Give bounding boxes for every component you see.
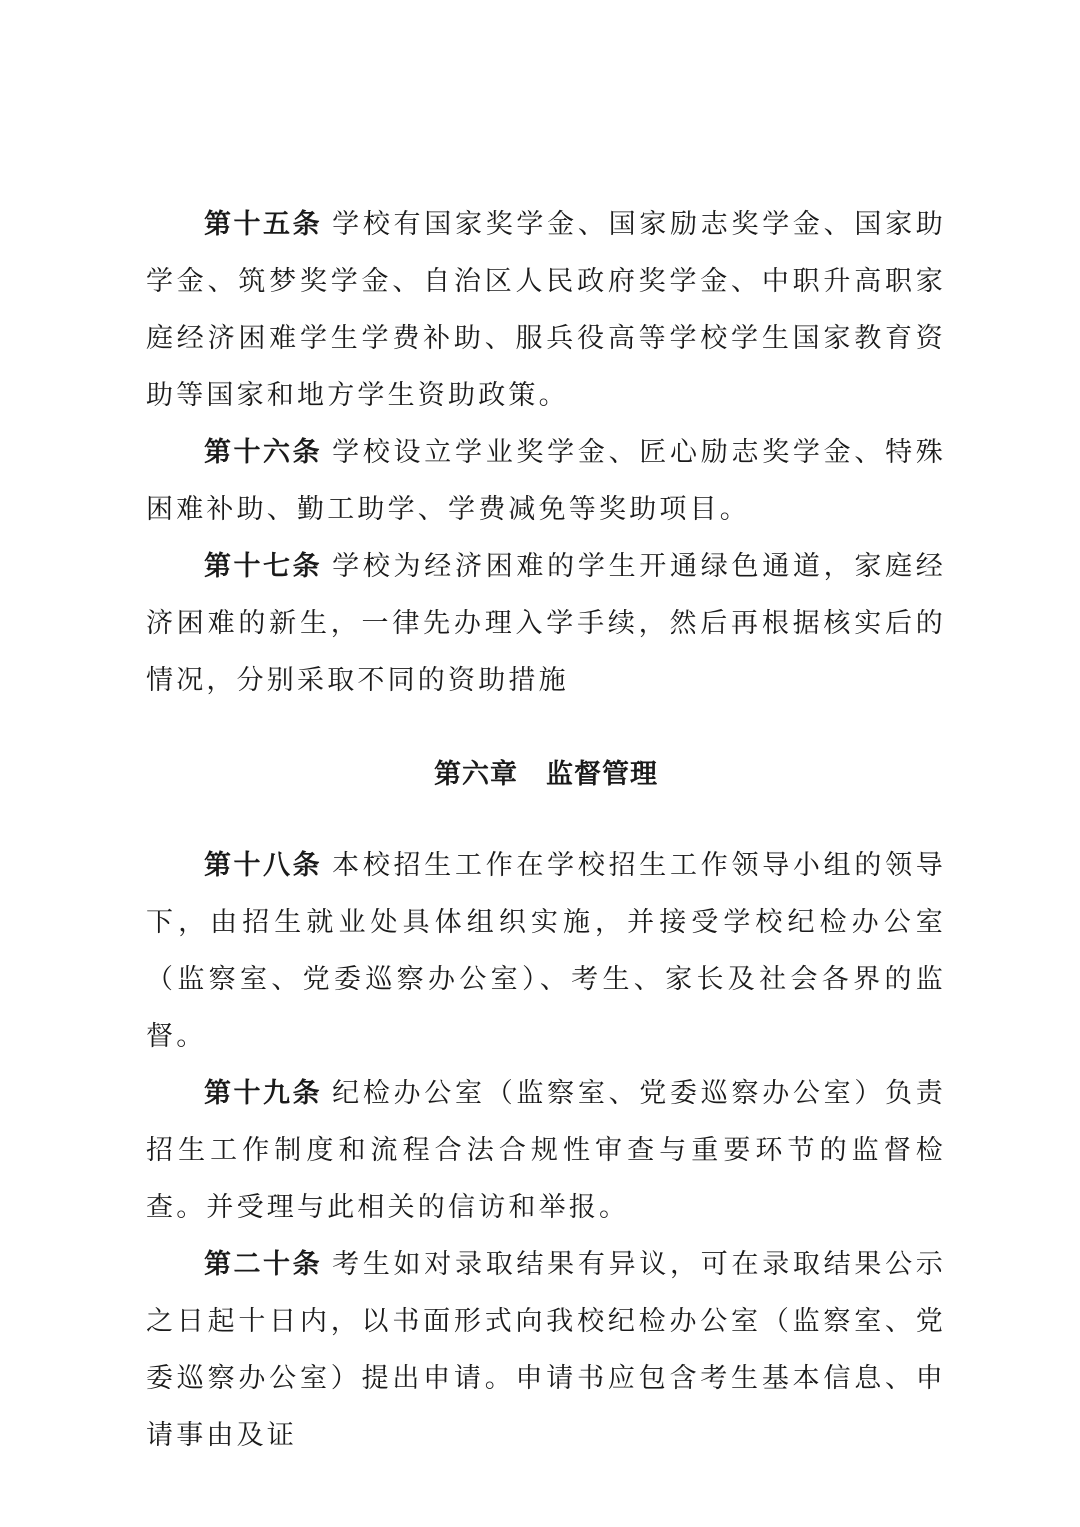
article-text: 本校招生工作在学校招生工作领导小组的领导下，由招生就业处具体组织实施，并接受学校纪检办公室（监察室、党委巡察办公室）、考生、家长及社会各界的监督。	[146, 850, 947, 1052]
article-label: 第十九条	[204, 1078, 323, 1109]
chapter-heading	[146, 755, 946, 795]
article-label: 第十五条	[204, 209, 323, 240]
article-16	[146, 424, 946, 538]
article-text: 学校为经济困难的学生开通绿色通道，家庭经济困难的新生，一律先办理入学手续，然后再根据核实后的情况，分别采取不同的资助措施	[146, 551, 947, 696]
article-label: 第十八条	[204, 850, 323, 881]
article-text: 考生如对录取结果有异议，可在录取结果公示之日起十日内，以书面形式向我校纪检办公室（监察室、党委巡察办公室）提出申请。申请书应包含考生基本信息、申请事由及证	[146, 1249, 947, 1451]
article-text: 学校设立学业奖学金、匠心励志奖学金、特殊困难补助、勤工助学、学费减免等奖助项目。	[146, 437, 947, 525]
chapter-title: 监督管理	[546, 759, 658, 790]
article-label: 第二十条	[204, 1249, 323, 1280]
document-body	[146, 196, 946, 1464]
article-15	[146, 196, 946, 424]
article-19	[146, 1065, 946, 1236]
article-label: 第十七条	[204, 551, 323, 582]
article-label: 第十六条	[204, 437, 323, 468]
chapter-number: 第六章	[434, 759, 518, 790]
article-17	[146, 538, 946, 709]
article-text: 学校有国家奖学金、国家励志奖学金、国家助学金、筑梦奖学金、自治区人民政府奖学金、中职升高职家庭经济困难学生学费补助、服兵役高等学校学生国家教育资助等国家和地方学生资助政策。	[146, 209, 947, 411]
article-18	[146, 837, 946, 1065]
article-text: 纪检办公室（监察室、党委巡察办公室）负责招生工作制度和流程合法合规性审查与重要环节的监督检查。并受理与此相关的信访和举报。	[146, 1078, 947, 1223]
article-20	[146, 1236, 946, 1464]
